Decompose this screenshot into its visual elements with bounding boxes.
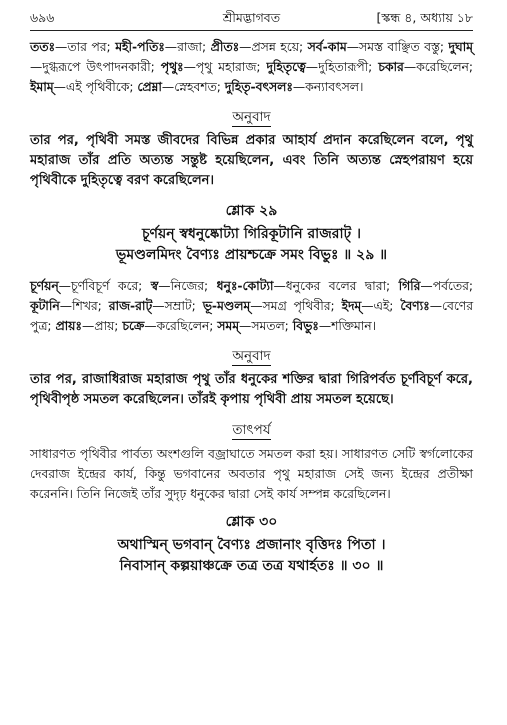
term-meaning: —প্রসন্ন হয়ে; xyxy=(239,40,308,54)
translation-text: তার পর, পৃথিবী সমস্ত জীবদের বিভিন্ন প্রকার আহার্য প্রদান করেছিলেন বলে, পৃথু মহারাজ তাঁর প্রতি অত্যন্ত সন্তুষ্ট হয়েছিলেন, এবং তিনি অত্যন্ত স্নেহপরায়ণ হয়ে পৃথিবীকে দুহিতৃত্বে বরণ করেছিলেন। xyxy=(30,133,473,188)
verse-line: অথাস্মিন্ ভগবান্ বৈণ্যঃ প্রজানাং বৃত্তিদঃ পিতা । xyxy=(117,537,386,553)
term-meaning: —করেছিলেন; xyxy=(144,319,218,333)
purport-text: সাধারণত পৃথিবীর পার্বত্য অংশগুলি বজ্রাঘাতে সমতল করা হয়। সাধারণত সেটি স্বর্গলোকের দেবরাজ ইন্দ্রের কার্য, কিন্তু ভগবানের অবতার পৃথু মহারাজ সেই জন্য ইন্দ্রের প্রতীক্ষা করেননি। তিনি নিজেই তাঁর সুদৃঢ় ধনুকের দ্বারা সেই কার্য সম্পন্ন করেছিলেন। xyxy=(30,447,473,501)
sanskrit-term: ততঃ xyxy=(30,40,56,54)
sanskrit-term: প্রীতঃ xyxy=(210,40,240,54)
term-meaning: —রাজা; xyxy=(164,40,211,54)
term-meaning: —সমতল; xyxy=(239,319,293,333)
sanskrit-term: দুহিতৃত্বে xyxy=(266,60,306,74)
book-title: শ্রীমদ্ভাগবত xyxy=(222,10,281,25)
sanskrit-term: চকার xyxy=(378,60,404,74)
term-meaning: —দুহিতারূপী; xyxy=(305,60,379,74)
sanskrit-term: ধনুঃ-কোট্যা xyxy=(216,279,274,293)
sanskrit-term: ভূ-মণ্ডলম্ xyxy=(202,299,251,313)
sanskrit-term: প্রায়ঃ xyxy=(55,319,82,333)
purport-heading: তাৎপর্য xyxy=(232,422,271,438)
translation-heading: অনুবাদ xyxy=(232,109,271,125)
page-number: ৬৯৬ xyxy=(30,10,55,25)
term-meaning: —এই; xyxy=(361,299,401,313)
term-meaning: —দুগ্ধরূপে উৎপাদনকারী; xyxy=(30,60,161,74)
term-meaning: —তার পর; xyxy=(55,40,116,54)
term-meaning: —বেণের পুত্র; xyxy=(30,299,473,333)
term-meaning: —নিজের; xyxy=(158,279,217,293)
sanskrit-term: ইমাম্ xyxy=(30,80,54,94)
sanskrit-term: ইদম্ xyxy=(341,299,362,313)
sanskrit-term: স্ব xyxy=(150,279,159,293)
sanskrit-term: বৈণ্যঃ xyxy=(400,299,430,313)
term-meaning: —এই পৃথিবীকে; xyxy=(53,80,138,94)
sanskrit-term: সর্ব-কাম xyxy=(307,40,347,54)
sanskrit-term: সমম্ xyxy=(217,319,240,333)
term-meaning: —সম্রাট; xyxy=(152,299,203,313)
sanskrit-term: প্রেম্না xyxy=(137,80,162,94)
sanskrit-term: পৃথুঃ xyxy=(160,60,184,74)
verse-number: শ্লোক ২৯ xyxy=(225,203,278,219)
term-meaning: —ধনুকের বলের দ্বারা; xyxy=(273,279,399,293)
sanskrit-term: দুঘাম্ xyxy=(448,40,473,54)
word-for-word-synonyms xyxy=(30,37,473,97)
sanskrit-term: চূর্ণয়ন্ xyxy=(30,279,59,293)
term-meaning: —সমগ্র পৃথিবীর; xyxy=(250,299,342,313)
term-meaning: —কন্যাবৎসল। xyxy=(292,80,364,94)
translation-text: তার পর, রাজাধিরাজ মহারাজ পৃথু তাঁর ধনুকের শক্তির দ্বারা গিরিপর্বত চূর্ণবিচূর্ণ করে, পৃথিবীপৃষ্ঠ সমতল করেছিলেন। তাঁরই কৃপায় পৃথিবী প্রায় সমতল হয়েছে। xyxy=(30,372,473,407)
term-meaning: —চূর্ণবিচূর্ণ করে; xyxy=(58,279,151,293)
term-meaning: —স্নেহবশত; xyxy=(161,80,225,94)
sanskrit-term: মহী-পতিঃ xyxy=(115,40,165,54)
term-meaning: —করেছিলেন; xyxy=(403,60,473,74)
verse-number: শ্লোক ৩০ xyxy=(225,514,278,530)
verse-line: নিবাসান্ কল্পয়াঞ্চক্রে তত্র তত্র যথার্হতঃ ॥ ৩০ ॥ xyxy=(119,558,384,574)
page-header xyxy=(30,8,473,31)
term-meaning: —সমস্ত বাঞ্ছিত বস্তু; xyxy=(346,40,449,54)
sanskrit-term: রাজ-রাট্ xyxy=(108,299,153,313)
verse-line: ভূমণ্ডলমিদং বৈণ্যঃ প্রায়শ্চক্রে সমং বিভুঃ ॥ ২৯ ॥ xyxy=(115,247,388,263)
verse-line: চূর্ণয়ন্ স্বধনুষ্কোট্যা গিরিকূটানি রাজরাট্ । xyxy=(141,226,362,242)
term-meaning: —প্রায়; xyxy=(81,319,123,333)
term-meaning: —পর্বতের; xyxy=(420,279,473,293)
sanskrit-term: বিভুঃ xyxy=(292,319,319,333)
sanskrit-term: গিরি xyxy=(398,279,421,293)
sanskrit-term: কূটানি xyxy=(30,299,60,313)
canto-chapter-reference: [স্কন্ধ ৪, অধ্যায় ১৮ xyxy=(376,10,473,25)
term-meaning: —শক্তিমান। xyxy=(318,319,377,333)
word-for-word-synonyms xyxy=(30,276,473,336)
term-meaning: —শিখর; xyxy=(59,299,109,313)
translation-heading: অনুবাদ xyxy=(232,348,271,364)
sanskrit-term: চক্রে xyxy=(122,319,145,333)
term-meaning: —পৃথু মহারাজ; xyxy=(183,60,267,74)
sanskrit-term: দুহিতৃ-বৎসলঃ xyxy=(224,80,293,94)
